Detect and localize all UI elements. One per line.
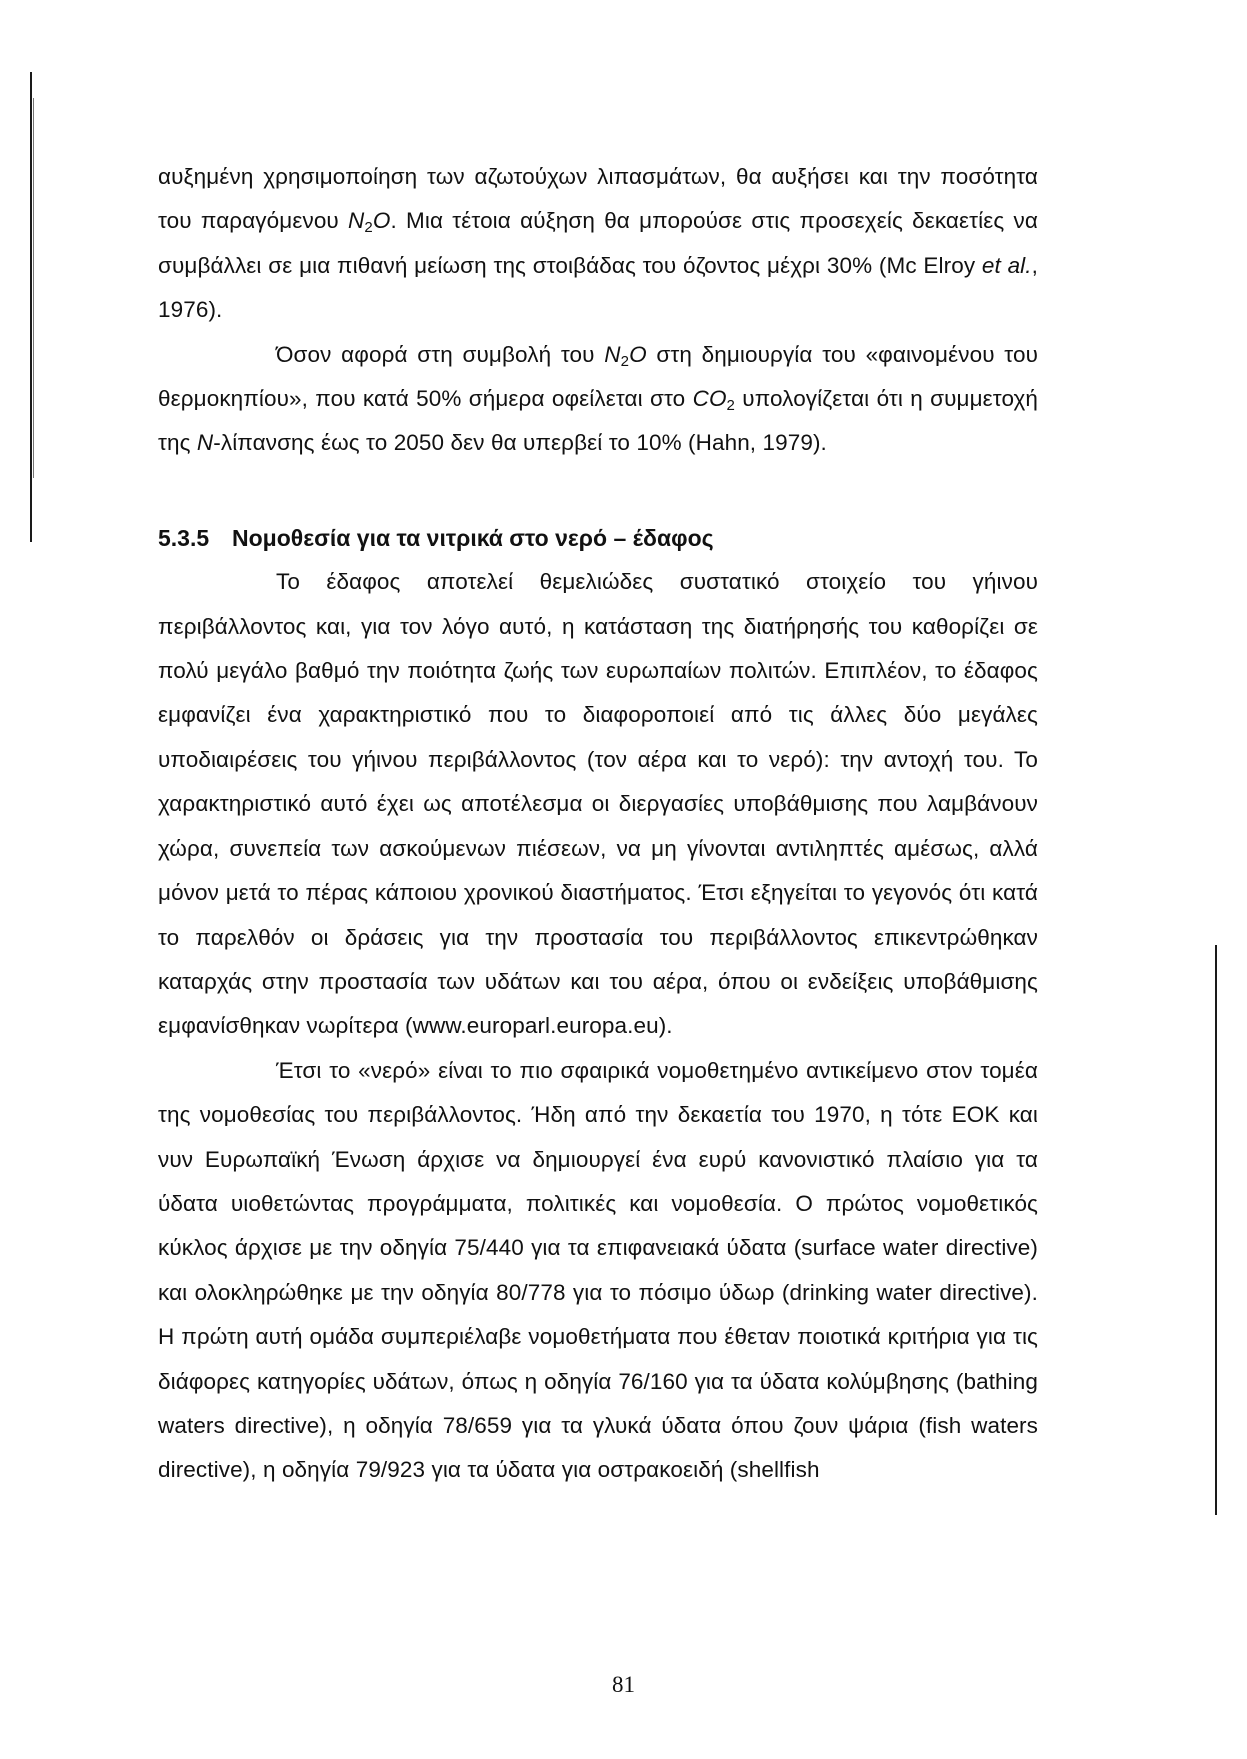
formula-text: CO [692, 386, 727, 412]
paragraph-text: υπολογίζεται ότι η συμμετοχή της [158, 386, 1038, 456]
scan-edge-mark [30, 72, 32, 542]
paragraph-greenhouse [158, 333, 1038, 466]
citation-italic: et al. [981, 252, 1032, 278]
section-heading [158, 516, 1038, 560]
paragraph-text: , 1976). [158, 252, 1038, 323]
paragraph-text: στη δημιουργία του «φαινομένου του θερμοκηπίου», που κατά 50% σήμερα οφείλεται στο [158, 341, 1038, 412]
section-title: Νομοθεσία για τα νιτρικά στο νερό – έδαφος [232, 524, 714, 551]
formula-subscript: 2 [620, 352, 630, 370]
page-number: 81 [612, 1672, 635, 1697]
paragraph-ozone [158, 155, 1038, 333]
page-body [158, 155, 1038, 1493]
formula-text: N [196, 430, 214, 456]
formula-text: O [372, 208, 391, 234]
paragraph-text: Έτσι το «νερό» είναι το πιο σφαιρικά νομοθετημένο αντικείμενο στον τομέα της νομοθεσίας του περιβάλλοντος. Ήδη από την δεκαετία του 1970, η τότε ΕΟΚ και νυν Ευρωπαϊκή Ένωση άρχισε να δημιουργεί ένα ευρύ κανονιστικό πλαίσιο για τα ύδατα υιοθετώντας προγράμματα, πολιτικές και νομοθεσία. Ο πρώτος νομοθετικός κύκλος άρχισε με την οδηγία 75/440 για τα επιφανειακά ύδατα (surface water directive) και ολοκληρώθηκε με την οδηγία 80/778 για το πόσιμο ύδωρ (drinking water directive). Η πρώτη αυτή ομάδα συμπεριέλαβε νομοθετήματα που έθεταν ποιοτικά κριτήρια για τις διάφορες κατηγορίες υδάτων, όπως η οδηγία 76/160 για τα ύδατα κολύμβησης (bathing waters directive), η οδηγία 78/659 για τα γλυκά ύδατα όπου ζουν ψάρια (fish waters directive), η οδηγία 79/923 για τα ύδατα για οστρακοειδή (shellfish [158, 1057, 1038, 1483]
formula-text: N [604, 341, 621, 367]
formula-subscript: 2 [364, 219, 373, 237]
formula-text: O [629, 341, 647, 367]
paragraph-soil [158, 560, 1038, 1048]
paragraph-text: Το έδαφος αποτελεί θεμελιώδες συστατικό στοιχείο του γήινου περιβάλλοντος και, για τον λόγο αυτό, η κατάσταση της διατήρησής του καθορίζει σε πολύ μεγάλο βαθμό την ποιότητα ζωής των ευρωπαίων πολιτών. Επιπλέον, το έδαφος εμφανίζει ένα χαρακτηριστικό που το διαφοροποιεί από τις άλλες δύο μεγάλες υποδιαιρέσεις του γήινου περιβάλλοντος (τον αέρα και το νερό): την αντοχή του. Το χαρακτηριστικό αυτό έχει ως αποτέλεσμα οι διεργασίες υποβάθμισης που λαμβάνουν χώρα, συνεπεία των ασκούμενων πιέσεων, να μη γίνονται αντιληπτές αμέσως, αλλά μόνον μετά το πέρας κάποιου χρονικού διαστήματος. Έτσι εξηγείται το γεγονός ότι κατά το παρελθόν οι δράσεις για την προστασία του περιβάλλοντος επικεντρώθηκαν καταρχάς στην προστασία των υδάτων και του αέρα, όπου οι ενδείξεις υποβάθμισης εμφανίσθηκαν νωρίτερα (www.europarl.europa.eu). [158, 569, 1038, 1039]
section-number: 5.3.5 [158, 524, 210, 551]
scan-edge-mark [33, 98, 34, 478]
paragraph-text: αυξημένη χρησιμοποίηση των αζωτούχων λιπασμάτων, θα αυξήσει και την ποσότητα του παραγόμενου [158, 164, 1038, 234]
scan-edge-mark [1215, 945, 1217, 1515]
paragraph-text: . Μια τέτοια αύξηση θα μπορούσε στις προσεχείς δεκαετίες να συμβάλλει σε μια πιθανή μείωση της στοιβάδας του όζοντος μέχρι 30% (Mc Elroy [158, 208, 1038, 278]
formula-subscript: 2 [726, 397, 735, 415]
paragraph-water-legislation [158, 1049, 1038, 1493]
formula-text: N [348, 208, 365, 234]
paragraph-text: -λίπανσης έως το 2050 δεν θα υπερβεί το 10% (Hahn, 1979). [213, 430, 827, 456]
paragraph-text: Όσον αφορά στη συμβολή του [276, 341, 605, 367]
